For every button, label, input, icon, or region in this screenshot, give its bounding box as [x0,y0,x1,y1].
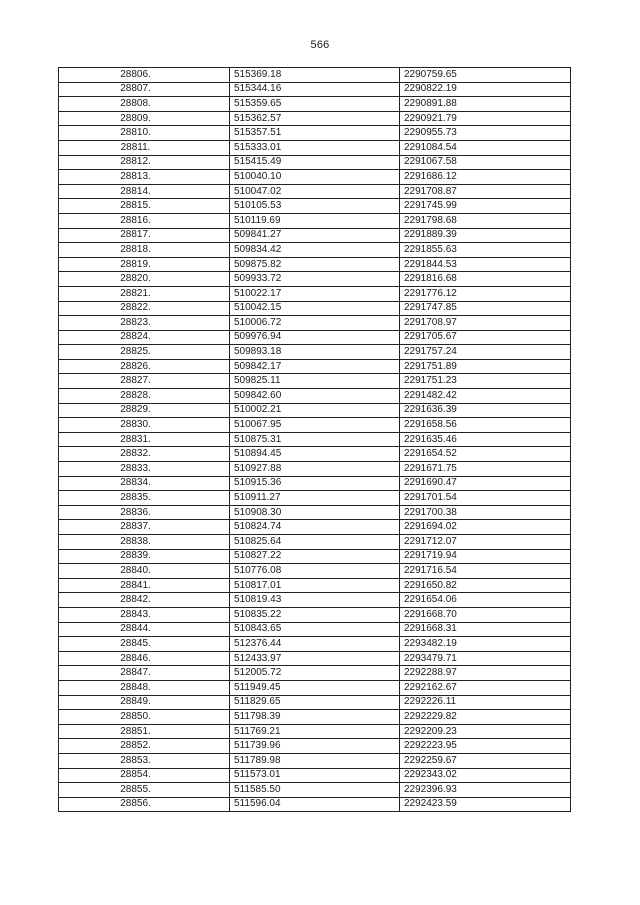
table-row [59,447,571,462]
point-number-cell: 28826. [59,359,230,374]
y-coordinate-cell: 2290822.19 [400,82,571,97]
point-number-cell: 28807. [59,82,230,97]
y-coordinate-cell: 2293482.19 [400,637,571,652]
y-coordinate-cell: 2290955.73 [400,126,571,141]
y-coordinate-cell: 2291668.31 [400,622,571,637]
point-number-cell: 28832. [59,447,230,462]
y-coordinate-cell: 2291701.54 [400,491,571,506]
table-row [59,68,571,83]
table-row [59,374,571,389]
table-row [59,418,571,433]
point-number-cell: 28849. [59,695,230,710]
table-row [59,564,571,579]
point-number-cell: 28828. [59,389,230,404]
point-number-cell: 28824. [59,330,230,345]
x-coordinate-cell: 509893.18 [230,345,400,360]
x-coordinate-cell: 510915.36 [230,476,400,491]
y-coordinate-cell: 2292423.59 [400,797,571,812]
y-coordinate-cell: 2291776.12 [400,286,571,301]
table-row [59,724,571,739]
y-coordinate-cell: 2292226.11 [400,695,571,710]
table-row [59,359,571,374]
x-coordinate-cell: 510040.10 [230,170,400,185]
y-coordinate-cell: 2291751.23 [400,374,571,389]
point-number-cell: 28851. [59,724,230,739]
table-row [59,753,571,768]
point-number-cell: 28854. [59,768,230,783]
y-coordinate-cell: 2292162.67 [400,680,571,695]
y-coordinate-cell: 2290921.79 [400,111,571,126]
x-coordinate-cell: 510006.72 [230,316,400,331]
point-number-cell: 28812. [59,155,230,170]
table-row [59,301,571,316]
point-number-cell: 28825. [59,345,230,360]
point-number-cell: 28817. [59,228,230,243]
point-number-cell: 28853. [59,753,230,768]
x-coordinate-cell: 510119.69 [230,213,400,228]
x-coordinate-cell: 509976.94 [230,330,400,345]
point-number-cell: 28835. [59,491,230,506]
point-number-cell: 28829. [59,403,230,418]
table-row [59,549,571,564]
point-number-cell: 28839. [59,549,230,564]
x-coordinate-cell: 515415.49 [230,155,400,170]
x-coordinate-cell: 511585.50 [230,783,400,798]
table-row [59,680,571,695]
x-coordinate-cell: 510875.31 [230,432,400,447]
table-row [59,272,571,287]
point-number-cell: 28834. [59,476,230,491]
y-coordinate-cell: 2291635.46 [400,432,571,447]
point-number-cell: 28808. [59,97,230,112]
y-coordinate-cell: 2291668.70 [400,607,571,622]
table-row [59,797,571,812]
coordinates-table-body [59,68,571,812]
point-number-cell: 28827. [59,374,230,389]
y-coordinate-cell: 2291705.67 [400,330,571,345]
y-coordinate-cell: 2291708.87 [400,184,571,199]
table-row [59,491,571,506]
y-coordinate-cell: 2291747.85 [400,301,571,316]
y-coordinate-cell: 2290891.88 [400,97,571,112]
x-coordinate-cell: 511739.96 [230,739,400,754]
x-coordinate-cell: 510047.02 [230,184,400,199]
point-number-cell: 28810. [59,126,230,141]
point-number-cell: 28850. [59,710,230,725]
table-row [59,593,571,608]
page-number: 566 [310,39,330,51]
y-coordinate-cell: 2291654.52 [400,447,571,462]
point-number-cell: 28847. [59,666,230,681]
table-row [59,257,571,272]
table-row [59,607,571,622]
x-coordinate-cell: 510825.64 [230,535,400,550]
x-coordinate-cell: 510843.65 [230,622,400,637]
x-coordinate-cell: 511789.98 [230,753,400,768]
x-coordinate-cell: 510105.53 [230,199,400,214]
point-number-cell: 28813. [59,170,230,185]
point-number-cell: 28845. [59,637,230,652]
y-coordinate-cell: 2292259.67 [400,753,571,768]
table-row [59,155,571,170]
x-coordinate-cell: 509841.27 [230,228,400,243]
y-coordinate-cell: 2291855.63 [400,243,571,258]
x-coordinate-cell: 515344.16 [230,82,400,97]
point-number-cell: 28831. [59,432,230,447]
table-row [59,243,571,258]
point-number-cell: 28830. [59,418,230,433]
y-coordinate-cell: 2292396.93 [400,783,571,798]
y-coordinate-cell: 2293479.71 [400,651,571,666]
y-coordinate-cell: 2291690.47 [400,476,571,491]
point-number-cell: 28811. [59,140,230,155]
y-coordinate-cell: 2291686.12 [400,170,571,185]
y-coordinate-cell: 2291719.94 [400,549,571,564]
point-number-cell: 28821. [59,286,230,301]
table-row [59,184,571,199]
point-number-cell: 28819. [59,257,230,272]
point-number-cell: 28823. [59,316,230,331]
table-row [59,432,571,447]
point-number-cell: 28836. [59,505,230,520]
point-number-cell: 28856. [59,797,230,812]
x-coordinate-cell: 510927.88 [230,462,400,477]
table-row [59,140,571,155]
x-coordinate-cell: 510022.17 [230,286,400,301]
y-coordinate-cell: 2291844.53 [400,257,571,272]
x-coordinate-cell: 510835.22 [230,607,400,622]
point-number-cell: 28844. [59,622,230,637]
point-number-cell: 28841. [59,578,230,593]
y-coordinate-cell: 2291671.75 [400,462,571,477]
x-coordinate-cell: 510827.22 [230,549,400,564]
y-coordinate-cell: 2291694.02 [400,520,571,535]
y-coordinate-cell: 2290759.65 [400,68,571,83]
point-number-cell: 28815. [59,199,230,214]
table-row [59,199,571,214]
x-coordinate-cell: 515369.18 [230,68,400,83]
y-coordinate-cell: 2292343.02 [400,768,571,783]
x-coordinate-cell: 509825.11 [230,374,400,389]
point-number-cell: 28855. [59,783,230,798]
table-row [59,330,571,345]
x-coordinate-cell: 511949.45 [230,680,400,695]
point-number-cell: 28838. [59,535,230,550]
y-coordinate-cell: 2291482.42 [400,389,571,404]
x-coordinate-cell: 509842.17 [230,359,400,374]
table-row [59,82,571,97]
x-coordinate-cell: 510817.01 [230,578,400,593]
coordinates-table [58,67,571,812]
x-coordinate-cell: 511829.65 [230,695,400,710]
x-coordinate-cell: 510776.08 [230,564,400,579]
y-coordinate-cell: 2291816.68 [400,272,571,287]
table-row [59,637,571,652]
y-coordinate-cell: 2291712.07 [400,535,571,550]
x-coordinate-cell: 512005.72 [230,666,400,681]
y-coordinate-cell: 2291084.54 [400,140,571,155]
table-row [59,768,571,783]
table-row [59,710,571,725]
table-row [59,97,571,112]
table-row [59,578,571,593]
table-row [59,389,571,404]
x-coordinate-cell: 510894.45 [230,447,400,462]
x-coordinate-cell: 510067.95 [230,418,400,433]
point-number-cell: 28846. [59,651,230,666]
table-row [59,651,571,666]
y-coordinate-cell: 2292223.95 [400,739,571,754]
point-number-cell: 28809. [59,111,230,126]
x-coordinate-cell: 510908.30 [230,505,400,520]
table-row [59,213,571,228]
y-coordinate-cell: 2292209.23 [400,724,571,739]
y-coordinate-cell: 2291745.99 [400,199,571,214]
point-number-cell: 28852. [59,739,230,754]
x-coordinate-cell: 509842.60 [230,389,400,404]
table-row [59,476,571,491]
x-coordinate-cell: 511573.01 [230,768,400,783]
table-row [59,170,571,185]
table-row [59,403,571,418]
table-row [59,286,571,301]
table-row [59,505,571,520]
point-number-cell: 28820. [59,272,230,287]
y-coordinate-cell: 2291636.39 [400,403,571,418]
point-number-cell: 28814. [59,184,230,199]
point-number-cell: 28848. [59,680,230,695]
y-coordinate-cell: 2291716.54 [400,564,571,579]
table-row [59,622,571,637]
y-coordinate-cell: 2292288.97 [400,666,571,681]
x-coordinate-cell: 510002.21 [230,403,400,418]
y-coordinate-cell: 2291708.97 [400,316,571,331]
x-coordinate-cell: 509933.72 [230,272,400,287]
table-row [59,228,571,243]
table-row [59,739,571,754]
point-number-cell: 28837. [59,520,230,535]
y-coordinate-cell: 2291650.82 [400,578,571,593]
table-row [59,316,571,331]
x-coordinate-cell: 512376.44 [230,637,400,652]
x-coordinate-cell: 515333.01 [230,140,400,155]
y-coordinate-cell: 2291889.39 [400,228,571,243]
table-row [59,126,571,141]
x-coordinate-cell: 511596.04 [230,797,400,812]
point-number-cell: 28806. [59,68,230,83]
point-number-cell: 28833. [59,462,230,477]
y-coordinate-cell: 2291798.68 [400,213,571,228]
point-number-cell: 28840. [59,564,230,579]
x-coordinate-cell: 510824.74 [230,520,400,535]
x-coordinate-cell: 511769.21 [230,724,400,739]
x-coordinate-cell: 510042.15 [230,301,400,316]
table-row [59,520,571,535]
y-coordinate-cell: 2291654.06 [400,593,571,608]
point-number-cell: 28843. [59,607,230,622]
y-coordinate-cell: 2291067.58 [400,155,571,170]
table-row [59,345,571,360]
point-number-cell: 28818. [59,243,230,258]
table-row [59,695,571,710]
table-row [59,111,571,126]
y-coordinate-cell: 2292229.82 [400,710,571,725]
x-coordinate-cell: 515362.57 [230,111,400,126]
y-coordinate-cell: 2291751.89 [400,359,571,374]
point-number-cell: 28816. [59,213,230,228]
y-coordinate-cell: 2291700.38 [400,505,571,520]
point-number-cell: 28822. [59,301,230,316]
y-coordinate-cell: 2291757.24 [400,345,571,360]
table-row [59,535,571,550]
table-row [59,666,571,681]
x-coordinate-cell: 509834.42 [230,243,400,258]
point-number-cell: 28842. [59,593,230,608]
x-coordinate-cell: 510911.27 [230,491,400,506]
x-coordinate-cell: 511798.39 [230,710,400,725]
y-coordinate-cell: 2291658.56 [400,418,571,433]
x-coordinate-cell: 509875.82 [230,257,400,272]
table-row [59,462,571,477]
x-coordinate-cell: 515359.65 [230,97,400,112]
x-coordinate-cell: 515357.51 [230,126,400,141]
x-coordinate-cell: 510819.43 [230,593,400,608]
table-row [59,783,571,798]
x-coordinate-cell: 512433.97 [230,651,400,666]
